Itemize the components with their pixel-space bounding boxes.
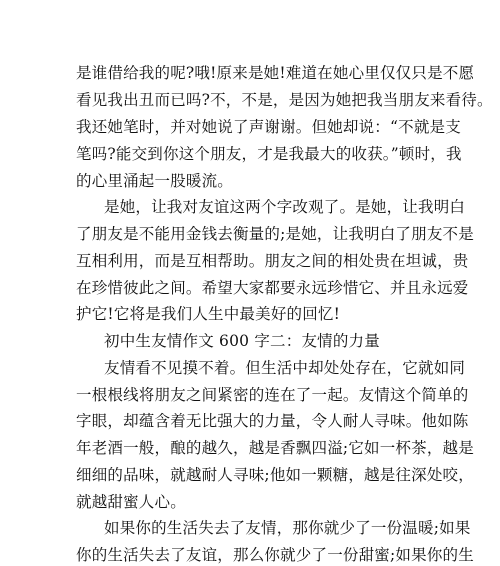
text-line-12: 友情看不见摸不着。但生活中却处处存在，它就如同 [104, 359, 466, 377]
text-line-19: 你的生活失去了友谊，那么你就少了一份甜蜜;如果你的生 [76, 546, 474, 564]
text-line-8: 互相利用，而是互相帮助。朋友之间的相处贵在坦诚，贵 [76, 252, 469, 270]
text-line-15: 年老酒一般，酿的越久，越是香飘四溢;它如一杯茶，越是 [76, 439, 474, 457]
text-line-4: 笔吗?能交到你这个朋友，才是我最大的收获。”顿时，我 [76, 145, 462, 163]
text-line-7: 了朋友是不能用金钱去衡量的;是她，让我明白了朋友不是 [76, 225, 474, 243]
text-line-6: 是她，让我对友谊这两个字改观了。是她，让我明白 [104, 198, 466, 216]
text-line-16: 细细的品味，就越耐人寻味;他如一颗糖，越是往深处咬， [76, 466, 474, 484]
text-line-13: 一根根线将朋友之间紧密的连在了一起。友情这个简单的 [76, 386, 469, 404]
text-line-10: 护它!它将是我们人生中最美好的回忆! [76, 305, 341, 323]
text-line-17: 就越甜蜜人心。 [76, 493, 186, 511]
section-heading: 初中生友情作文 600 字二：友情的力量 [104, 332, 380, 350]
text-line-18: 如果你的生活失去了友情，那你就少了一份温暖;如果 [104, 519, 471, 537]
text-line-2: 看见我出丑而已吗?不，不是，是因为她把我当朋友来看待。 [76, 91, 493, 109]
text-line-14: 字眼，却蕴含着无比强大的力量，令人耐人寻味。他如陈 [76, 412, 469, 430]
text-line-1: 是谁借给我的呢?哦!原来是她!难道在她心里仅仅只是不愿 [76, 64, 475, 82]
text-line-5: 的心里涌起一股暖流。 [76, 172, 234, 190]
text-line-9: 在珍惜彼此之间。希望大家都要永远珍惜它、并且永远爱 [76, 279, 469, 297]
text-line-3: 我还她笔时，并对她说了声谢谢。但她却说：“不就是支 [76, 118, 461, 136]
